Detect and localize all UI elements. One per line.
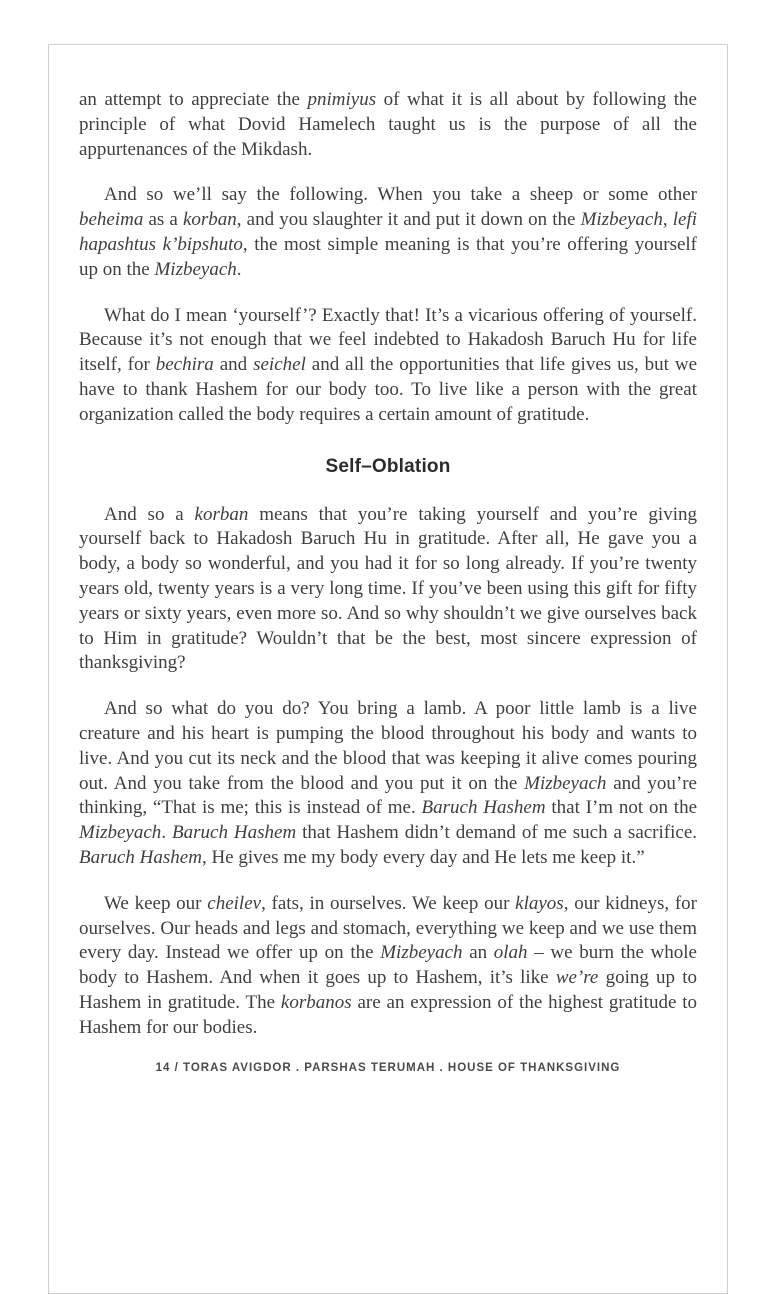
article-body [79, 88, 697, 1041]
text-run: And so we’ll say the following. When you take a sheep or some other [104, 184, 697, 206]
text-run: , and you slaughter it and put it down on the [236, 209, 581, 231]
italic-run: olah [493, 942, 528, 964]
paragraph [79, 892, 697, 1041]
text-run: . [161, 822, 173, 844]
text-run: and all the opportunities that life gives us, but we have to thank Hashem for our body too. To live like a person with the great organization called the body requires a certain amount of gratitude. [79, 354, 697, 425]
italic-run: korbanos [280, 991, 352, 1013]
italic-run: bechira [155, 354, 214, 376]
text-run: , our kidneys, for ourselves. Our heads and legs and stomach, everything we keep and we use them every day. Instead we offer up on the [79, 892, 698, 964]
paragraph [79, 88, 697, 162]
text-run: means that you’re taking yourself and you’re giving yourself back to Hakadosh Baruch Hu in gratitude. After all, He gave you a body, a body so wonderful, and you had it for so long already. If you’re twenty years old, twenty years is a very long time. If you’ve been using this gift for fifty years or sixty years, even more so. And so why shouldn’t we give ourselves back to Him in gratitude? Wouldn’t that be the best, most sincere expression of thanksgiving? [79, 503, 697, 674]
text-run: going up to Hashem in gratitude. The [79, 967, 698, 1013]
italic-run: Baruch Hashem [172, 822, 297, 844]
text-run: And so what do you do? You bring a lamb. A poor little lamb is a live creature and his heart is pumping the blood throughout his body and wants to live. And you cut its neck and the blood that was keeping it alive comes pouring out. And you take from the blood and you put it on the [79, 698, 697, 794]
text-run: , fats, in ourselves. We keep our [261, 892, 516, 914]
text-run: – we burn the whole body to Hashem. And when it goes up to Hashem, it’s like [79, 942, 697, 989]
italic-run: Mizbeyach [524, 772, 607, 794]
paragraph [79, 503, 697, 677]
text-run: that Hashem didn’t demand of me such a sacrifice. [296, 822, 698, 844]
italic-run: seichel [253, 354, 306, 376]
paragraph [79, 697, 697, 871]
text-run: . [236, 258, 242, 280]
text-run: and you’re thinking, “That is me; this is instead of me. [79, 772, 697, 819]
document-page [48, 44, 728, 1294]
paragraph [79, 304, 697, 428]
text-run: of what it is all about by following the principle of what Dovid Hamelech taught us is the purpose of all the appurtenances of the Mikdash. [79, 89, 697, 160]
italic-run: we’re [555, 967, 599, 989]
italic-run: Baruch Hashem [421, 797, 546, 819]
text-run: And so a [104, 503, 195, 525]
italic-run: korban [182, 209, 237, 231]
text-run: What do I mean ‘yourself’? Exactly that! It’s a vicarious offering of yourself. Because it’s not enough that we feel indebted to Hakadosh Baruch Hu for life itself, for [79, 304, 697, 376]
italic-run: Mizbeyach [380, 942, 463, 964]
text-run: that I’m not on the [545, 797, 698, 819]
text-run: We keep our [104, 892, 208, 914]
text-run: and [213, 354, 254, 376]
italic-run: Mizbeyach [154, 258, 237, 280]
paragraph [79, 183, 697, 282]
text-run: , the most simple meaning is that you’re offering yourself up on the [79, 233, 697, 280]
text-run: as a [143, 209, 183, 231]
italic-run: korban [194, 503, 249, 525]
italic-run: Baruch Hashem [79, 846, 202, 868]
italic-run: klayos [515, 892, 564, 914]
page-footer: 14 / TORAS AVIGDOR . PARSHAS TERUMAH . HOUSE OF THANKSGIVING [155, 1061, 621, 1074]
text-run: are an expression of the highest gratitude to Hashem for our bodies. [79, 991, 697, 1038]
text-run: an [462, 942, 494, 964]
italic-run: lefi hapashtus k’bipshuto [79, 209, 698, 255]
italic-run: cheilev [207, 892, 262, 914]
text-run: , He gives me my body every day and He lets me keep it.” [201, 846, 645, 868]
text-run: , [662, 209, 673, 231]
italic-run: Mizbeyach [79, 822, 162, 844]
italic-run: Mizbeyach [580, 209, 663, 231]
section-heading: Self–Oblation [325, 455, 451, 477]
italic-run: beheima [79, 209, 144, 231]
text-run: an attempt to appreciate the [79, 89, 308, 110]
italic-run: pnimiyus [307, 89, 377, 110]
